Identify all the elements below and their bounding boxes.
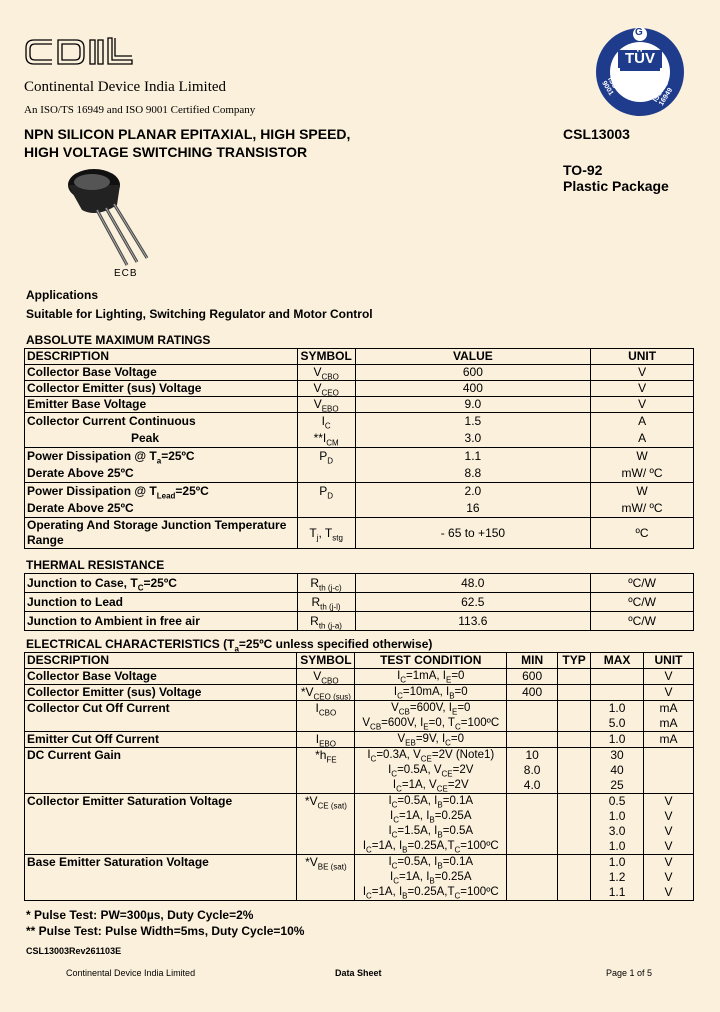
electrical-heading: ELECTRICAL CHARACTERISTICS ($T_a=25ºC$ unless specified otherwise): [26, 637, 433, 654]
package-desc: Plastic Package: [563, 178, 669, 194]
table-row: Collector Current Continuous Peak $I_C$ $**I_{CM}$ 1.5 3.0 A A: [25, 413, 694, 448]
col-value: VALUE: [355, 349, 591, 365]
part-number: CSL13003: [563, 126, 630, 142]
pin-labels: ECB: [114, 268, 138, 279]
col-unit: UNIT: [644, 653, 694, 669]
table-row: Collector Base Voltage $V_{CBO}$ 600 V: [25, 365, 694, 381]
footer-center: Data Sheet: [335, 968, 382, 978]
table-row: Emitter Cut Off Current $I_{EBO}$ $V_{EB}=9V$, $I_C=0$ 1.0 mA: [25, 732, 694, 748]
title-line-1: NPN SILICON PLANAR EPITAXIAL, HIGH SPEED,: [24, 126, 351, 142]
badge-letter: G: [635, 27, 643, 38]
table-row: Junction to Lead $R_{th (j-l)}$ 62.5 ºC/W: [25, 593, 694, 612]
table-row: Base Emitter Saturation Voltage $*V_{BE (sat)}$ $I_C=0.5A$, $I_B=0.1A$ $I_C=1A$, $I_B=0.25A$ $I_C=1A$, $I_B=0.25A,T_C=100ºC$ 1.0 1.2 1.1 V V V: [25, 855, 694, 901]
abs-max-heading: ABSOLUTE MAXIMUM RATINGS: [26, 333, 211, 347]
table-row: Collector Emitter (sus) Voltage $V_{CEO}$ 400 V: [25, 381, 694, 397]
pulse-note-2: ** Pulse Test: Pulse Width=5ms, Duty Cycle=10%: [26, 924, 305, 938]
footer-company: Continental Device India Limited: [66, 968, 196, 978]
revision: CSL13003Rev261103E: [26, 946, 122, 956]
table-row: Operating And Storage Junction Temperature Range $T_j$, $T_{stg}$ - 65 to +150 ºC: [25, 518, 694, 549]
badge-left: ISO 9001: [600, 76, 619, 97]
thermal-table: [24, 573, 694, 631]
col-symbol: SYMBOL: [297, 653, 355, 669]
col-max: MAX: [591, 653, 644, 669]
col-description: DESCRIPTION: [25, 349, 298, 365]
to92-package-image: [62, 160, 162, 280]
table-row: Power Dissipation @ $T_a=25ºC$ Derate Above 25ºC $P_D$ 1.1 8.8 W mW/ ºC: [25, 448, 694, 483]
company-logo: [24, 34, 134, 75]
applications-text: Suitable for Lighting, Switching Regulator and Motor Control: [26, 307, 373, 321]
col-symbol: SYMBOL: [297, 349, 355, 365]
company-name: Continental Device India Limited: [24, 79, 227, 95]
col-min: MIN: [507, 653, 558, 669]
table-row: Junction to Ambient in free air $R_{th (j-a)}$ 113.6 ºC/W: [25, 612, 694, 631]
badge-right: ISO/TS 16949: [652, 80, 675, 108]
table-row: DC Current Gain $*h_{FE}$ $I_C=0.3A$, $V_{CE}=2V$ (Note1) $I_C=0.5A$, $V_{CE}=2V$ $I_C=1A$, $V_{CE}=2V$ 10 8.0 4.0 30 40 25: [25, 748, 694, 794]
footer-page: Page 1 of 5: [606, 968, 653, 978]
transistor-icon: [62, 160, 162, 275]
table-header: [25, 653, 694, 669]
col-test-condition: TEST CONDITION: [355, 653, 507, 669]
tuv-badge: [592, 22, 688, 118]
package-type: TO-92: [563, 162, 603, 178]
col-typ: TYP: [558, 653, 591, 669]
table-row: Collector Emitter (sus) Voltage $*V_{CEO (sus)}$ $I_C=10mA$, $I_B=0$ 400 V: [25, 685, 694, 701]
pulse-note-1: * Pulse Test: PW=300µs, Duty Cycle=2%: [26, 908, 254, 922]
col-description: DESCRIPTION: [25, 653, 297, 669]
table-row: Junction to Case, $T_C=25ºC$ $R_{th (j-c)}$ 48.0 ºC/W: [25, 574, 694, 593]
col-unit: UNIT: [591, 349, 694, 365]
table-row: Power Dissipation @ $T_{Lead}=25ºC$ Derate Above 25ºC $P_D$ 2.0 16 W mW/ ºC: [25, 483, 694, 518]
thermal-heading: THERMAL RESISTANCE: [26, 558, 165, 572]
table-row: Emitter Base Voltage $V_{EBO}$ 9.0 V: [25, 397, 694, 413]
abs-max-table: [24, 348, 694, 549]
applications-heading: Applications: [26, 288, 99, 302]
certification-text: An ISO/TS 16949 and ISO 9001 Certified Company: [24, 104, 256, 116]
title-line-2: HIGH VOLTAGE SWITCHING TRANSISTOR: [24, 144, 308, 160]
cdil-logo-mark: [24, 34, 134, 70]
badge-top: TÜV: [625, 50, 655, 67]
table-row: Collector Cut Off Current $I_{CBO}$ $V_{CB}=600V$, $I_E=0$ $V_{CB}=600V$, $I_E=0$, $T_C=100ºC$ 1.0 5.0 mA mA: [25, 701, 694, 732]
electrical-table: [24, 652, 694, 901]
table-header: [25, 349, 694, 365]
table-row: Collector Emitter Saturation Voltage $*V_{CE (sat)}$ $I_C=0.5A$, $I_B=0.1A$ $I_C=1A$, $I_B=0.25A$ $I_C=1.5A$, $I_B=0.5A$ $I_C=1A$, $I_B=0.25A,T_C=100ºC$ 0.5 1.0 3.0 1.0 V V V V: [25, 794, 694, 855]
table-row: Collector Base Voltage $V_{CBO}$ $I_C=1mA$, $I_E=0$ 600 V: [25, 669, 694, 685]
